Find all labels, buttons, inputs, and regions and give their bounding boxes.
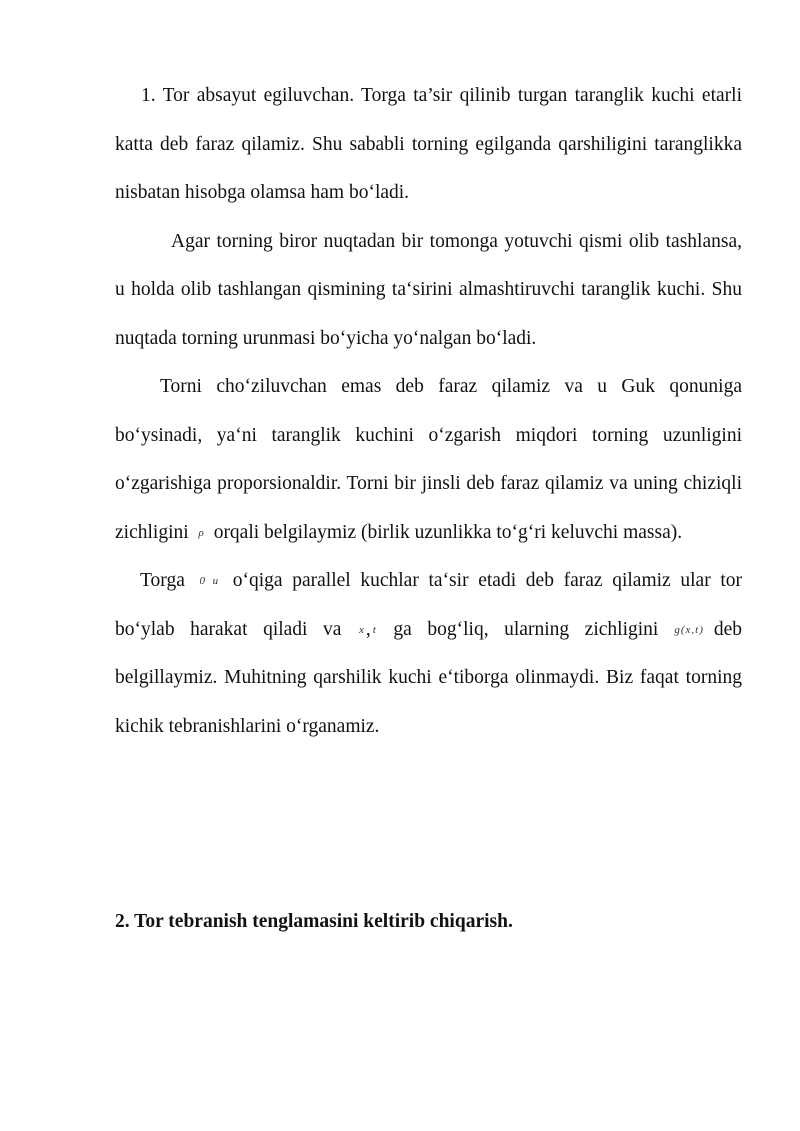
paragraph-3-text-end: orqali belgilaymiz (birlik uzunlikka to‘g‘ri keluvchi massa). [213, 521, 683, 543]
math-axis-0u: 0 u [199, 575, 219, 587]
math-t: t [372, 623, 376, 636]
paragraph-4 [115, 557, 742, 751]
paragraph-3 [115, 363, 742, 557]
paragraph-3-text-start: Torni cho‘ziluvchan emas deb faraz qilamiz va u Guk qonuniga bo‘ysinadi, ya‘ni taranglik kuchini o‘zgarish miqdori torning uzunligini o‘zgarishiga proporsionaldir. Torni bir jinsli deb faraz qilamiz va uning chiziqli zichligini [115, 376, 742, 543]
math-rho: ρ [198, 526, 204, 539]
paragraph-4-text-c: ga bog‘liq, ularning zichligini [393, 618, 659, 640]
section-heading: 2. Tor tebranish tenglamasini keltirib chiqarish. [115, 911, 513, 932]
math-comma: , [365, 618, 371, 640]
paragraph-1: 1. Tor absayut egiluvchan. Torga ta’sir qilinib turgan taranglik kuchi etarli katta deb faraz qilamiz. Shu sababli torning egilganda qarshiligini taranglikka nisbatan hisobga olamsa ham bo‘ladi. [115, 85, 742, 203]
paragraph-4-text-a: Torga [140, 570, 185, 591]
paragraph-4-text-b: o‘qiga parallel kuchlar ta‘sir etadi deb faraz qilamiz ular tor bo‘ylab harakat qiladi va [115, 570, 743, 640]
paragraph-2: Agar torning biror nuqtadan bir tomonga yotuvchi qismi olib tashlansa, u holda olib tashlangan qismining ta‘sirini almashtiruvchi taranglik kuchi. Shu nuqtada torning urunmasi bo‘yicha yo‘nalgan bo‘ladi. [115, 230, 742, 349]
paragraph-4-text-d: deb belgillaymiz. Muhitning qarshilik kuchi e‘tiborga olinmaydi. Biz faqat torning kichik tebranishlarini o‘rganamiz. [115, 618, 743, 737]
document-page [115, 72, 742, 947]
blank-space [115, 751, 742, 898]
math-x: x [359, 623, 364, 636]
math-g-of-x-t: g(x,t) [674, 623, 704, 636]
